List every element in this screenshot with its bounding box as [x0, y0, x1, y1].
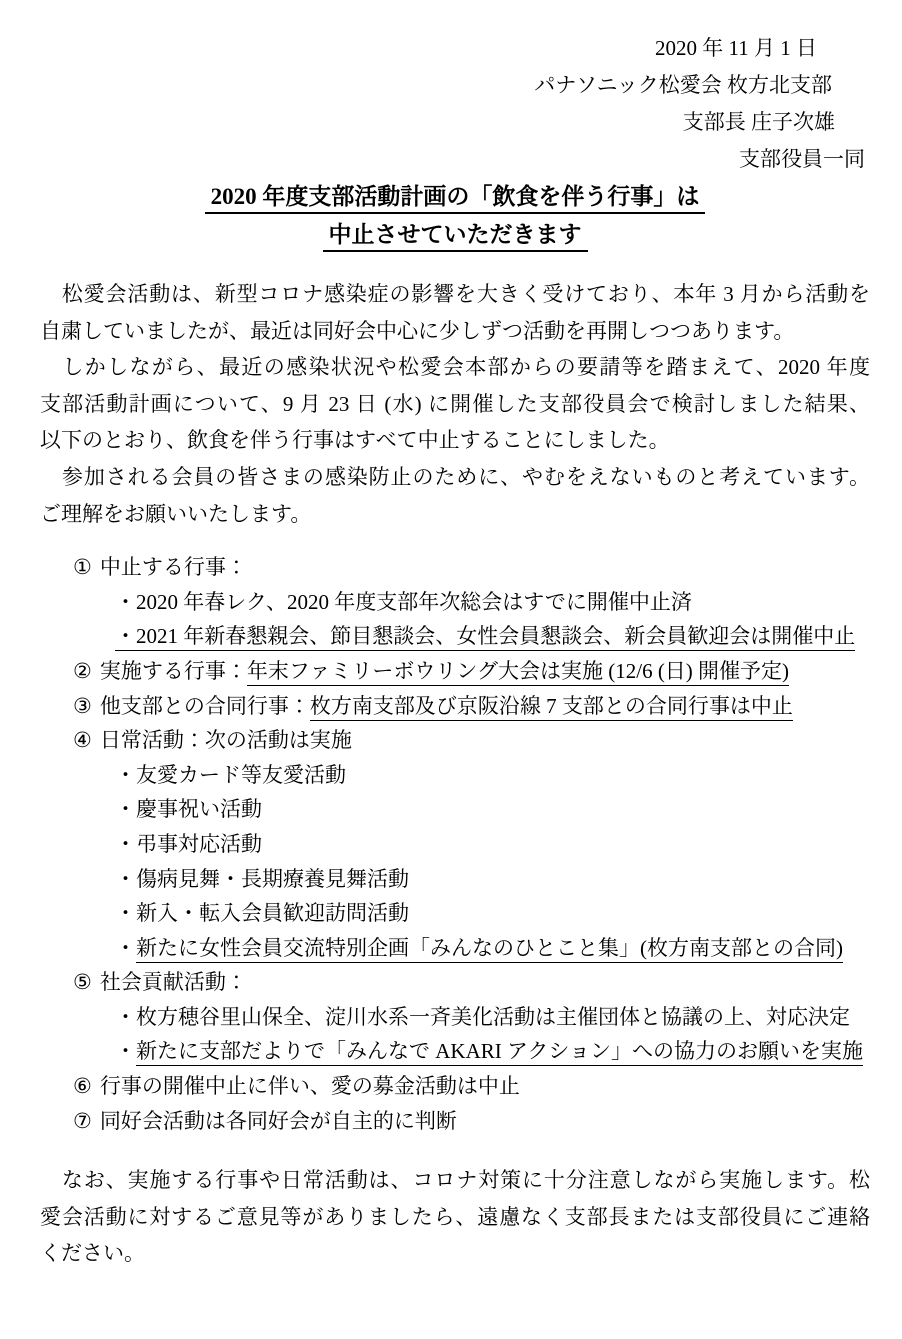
intro-line: しかしながら、最近の感染状況や松愛会本部からの要請等を踏まえて、2020 年度: [40, 355, 870, 380]
list-item-2-label: 実施する行事：: [99, 658, 247, 683]
list-item-1: [40, 550, 870, 585]
list-item-5-bullet-1: [40, 1000, 870, 1035]
intro-line: 参加される会員の皆さまの感染防止のために、やむをえないものと考えています。: [40, 464, 870, 489]
list-item-7-label: 同好会活動は各同好会が自主的に判断: [99, 1108, 457, 1133]
closing-paragraph: [40, 1162, 870, 1272]
list-item-2: [40, 654, 870, 689]
activity-list: [40, 550, 870, 1138]
list-item-1-bullet-2-text: ・2021 年新春懇親会、節目懇談会、女性会員懇談会、新会員歓迎会は開催中止: [115, 624, 855, 651]
list-item-4-bullet-5-text: ・新入・転入会員歓迎訪問活動: [115, 901, 409, 926]
list-item-5-bullet-2-prefix: ・: [115, 1039, 136, 1064]
list-item-7: [40, 1104, 870, 1139]
list-item-3-underlined-text: 枚方南支部及び京阪沿線 7 支部との合同行事は中止: [310, 694, 793, 721]
header-signatories: 支部役員一同: [739, 147, 865, 171]
list-item-4-bullet-1-text: ・友愛カード等友愛活動: [115, 762, 346, 787]
intro-line: 松愛会活動は、新型コロナ感染症の影響を大きく受けており、本年 3 月から活動を: [40, 282, 870, 306]
title-line-2-text: 中止させていただきます: [323, 222, 588, 252]
intro-line: ご理解をお願いいたします。: [40, 501, 312, 526]
list-item-5-bullet-2-text: 新たに支部だよりで「みんなで AKARI アクション」への協力のお願いを実施: [136, 1039, 863, 1066]
header-organization: パナソニック松愛会 枚方北支部: [534, 73, 832, 97]
document-header: [40, 30, 870, 178]
list-item-4-label: 日常活動：次の活動は実施: [99, 728, 352, 753]
list-item-1-label: 中止する行事：: [99, 555, 247, 580]
intro-line: 支部活動計画について、9 月 23 日 (水) に開催した支部役員会で検討しました結果、: [40, 391, 870, 416]
intro-line: 以下のとおり、飲食を伴う行事はすべて中止することにしました。: [40, 428, 670, 453]
list-item-7-number: ⑦: [73, 1108, 92, 1133]
list-item-6-label: 行事の開催中止に伴い、愛の募金活動は中止: [99, 1074, 520, 1099]
list-item-2-number: ②: [73, 658, 92, 683]
closing-line: ください。: [40, 1241, 145, 1266]
list-item-4-bullet-1: [40, 758, 870, 793]
list-item-4-number: ④: [73, 728, 92, 753]
list-item-5: [40, 965, 870, 1000]
list-item-4-bullet-6-prefix: ・: [115, 935, 136, 960]
title-line-1-text: 2020 年度支部活動計画の「飲食を伴う行事」は: [205, 184, 706, 214]
list-item-4: [40, 723, 870, 758]
title-line-2: [40, 216, 870, 254]
header-date: 2020 年 11 月 1 日: [655, 36, 817, 60]
list-item-4-bullet-4: [40, 862, 870, 897]
intro-line: 自粛していましたが、最近は同好会中心に少しずつ活動を再開しつつあります。: [40, 318, 795, 343]
list-item-1-bullet-2: [40, 619, 870, 654]
list-item-3-number: ③: [73, 693, 92, 718]
list-item-5-bullet-1-text: ・枚方穂谷里山保全、淀川水系一斉美化活動は主催団体と協議の上、対応決定: [115, 1004, 850, 1029]
list-item-1-bullet-1: [40, 585, 870, 620]
list-item-1-number: ①: [73, 555, 92, 580]
list-item-4-bullet-3: [40, 827, 870, 862]
list-item-6: [40, 1069, 870, 1104]
list-item-4-bullet-6: [40, 931, 870, 966]
list-item-4-bullet-6-text: 新たに女性会員交流特別企画「みんなのひとこと集」(枚方南支部との合同): [136, 936, 843, 963]
intro-paragraphs: [40, 276, 870, 532]
list-item-4-bullet-2: [40, 792, 870, 827]
list-item-5-label: 社会貢献活動：: [99, 970, 247, 995]
closing-line: なお、実施する行事や日常活動は、コロナ対策に十分注意しながら実施します。松: [40, 1168, 870, 1193]
list-item-4-bullet-5: [40, 896, 870, 931]
list-item-3: [40, 689, 870, 724]
list-item-6-number: ⑥: [73, 1074, 92, 1099]
list-item-2-underlined-text: 年末ファミリーボウリング大会は実施 (12/6 (日) 開催予定): [247, 659, 789, 686]
header-branch-chief: 支部長 庄子次雄: [682, 110, 835, 134]
title-line-1: [40, 178, 870, 216]
list-item-5-number: ⑤: [73, 970, 92, 995]
list-item-3-label: 他支部との合同行事：: [99, 693, 310, 718]
list-item-1-bullet-1-text: ・2020 年春レク、2020 年度支部年次総会はすでに開催中止済: [115, 589, 692, 614]
list-item-4-bullet-2-text: ・慶事祝い活動: [115, 797, 262, 822]
document-title: [40, 178, 870, 254]
list-item-5-bullet-2: [40, 1034, 870, 1069]
list-item-4-bullet-4-text: ・傷病見舞・長期療養見舞活動: [115, 866, 409, 891]
closing-line: 愛会活動に対するご意見等がありましたら、遠慮なく支部長または支部役員にご連絡: [40, 1204, 870, 1229]
list-item-4-bullet-3-text: ・弔事対応活動: [115, 831, 262, 856]
